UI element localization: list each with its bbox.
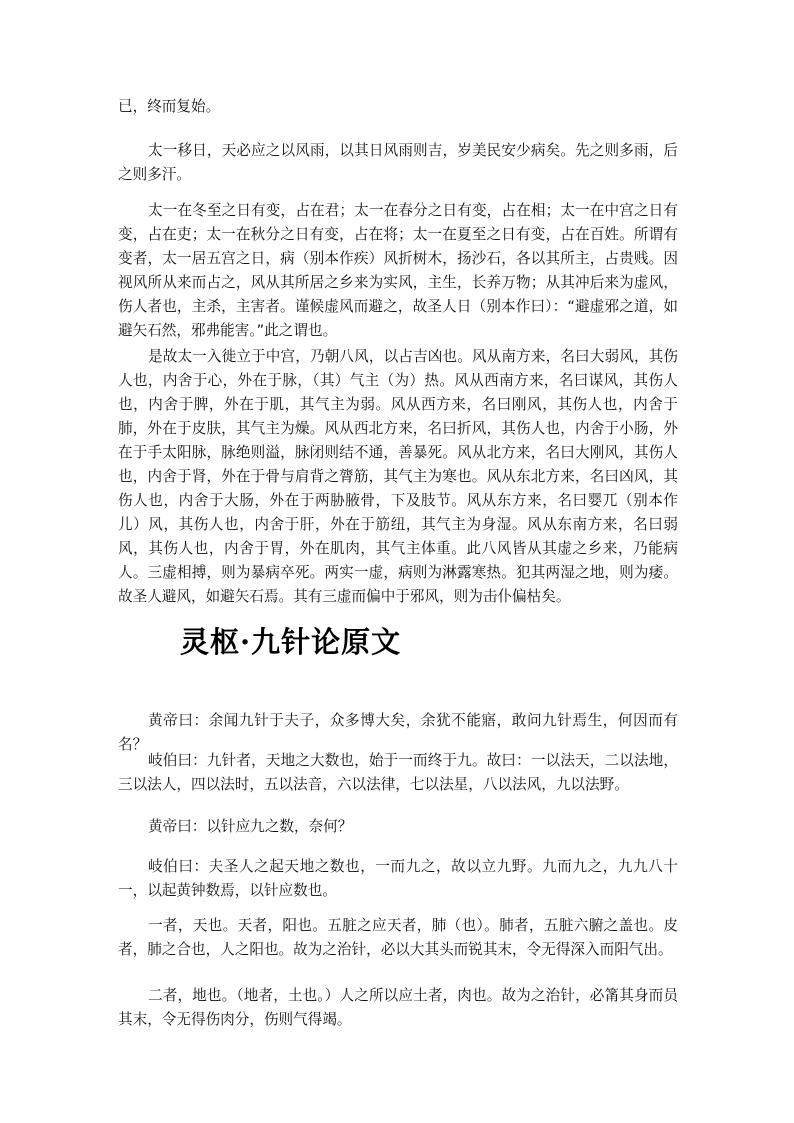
paragraph-huangdi-question: 黄帝曰：余闻九针于夫子，众多博大矣，余犹不能寤，敢问九针焉生，何因而有名？ bbox=[118, 712, 678, 753]
paragraph-taiyi-move-day: 太一移日，天必应之以风雨，以其日风雨则吉，岁美民安少病矣。先之则多雨，后之则多汗。 bbox=[118, 142, 678, 183]
section-heading: 灵枢·九针论原文 bbox=[180, 625, 402, 659]
paragraph-qibo-heaven-earth-numbers: 岐伯曰：夫圣人之起天地之数也，一而九之，故以立九野。九而九之，九九八十一，以起黄钟数焉，以针应数也。 bbox=[118, 858, 678, 899]
paragraph-taiyi-changes: 太一在冬至之日有变，占在君；太一在春分之日有变，占在相；太一在中宫之日有变，占在吏；太一在秋分之日有变，占在将；太一在夏至之日有变，占在百姓。所谓有变者，太一居五宫之日，病（别本作疾）风折树木，扬沙石，各以其所主，占贵贱。因视风所从来而占之，风从其所居之乡来为实风，主生，长养万物；从其冲后来为虚风，伤人者也，主杀，主害者。谨候虚风而避之，故圣人日（别本作曰）：“避虚邪之道，如避矢石然，邪弗能害。”此之谓也。 bbox=[118, 202, 678, 339]
paragraph-second-needle-earth: 二者，地也。（地者，土也。）人之所以应土者，肉也。故为之治针，必筩其身而员其末，令无得伤肉分，伤则气得竭。 bbox=[118, 987, 678, 1028]
paragraph-eight-winds: 是故太一入徙立于中宫，乃朝八风，以占吉凶也。风从南方来，名曰大弱风，其伤人也，内舍于心，外在于脉，（其）气主（为）热。风从西南方来，名曰谋风，其伤人也，内舍于脾，外在于肌，其气主为弱。风从西方来，名曰刚风，其伤人也，内舍于肺，外在于皮肤，其气主为燥。风从西北方来，名曰折风，其伤人也，内舍于小肠，外在于手太阳脉，脉绝则溢，脉闭则结不通，善暴死。风从北方来，名曰大刚风，其伤人也，内舍于肾，外在于骨与肩背之膂筋，其气主为寒也。风从东北方来，名曰凶风，其伤人也，内舍于大肠，外在于两胁腋骨，下及肢节。风从东方来，名曰婴兀（别本作儿）风，其伤人也，内舍于肝，外在于筋纽，其气主为身湿。风从东南方来，名曰弱风，其伤人也，内舍于胃，外在肌肉，其气主体重。此八风皆从其虚之乡来，乃能病人。三虚相搏，则为暴病卒死。两实一虚，病则为淋露寒热。犯其两湿之地，则为痿。故圣人避风，如避矢石焉。其有三虚而偏中于邪风，则为击仆偏枯矣。 bbox=[118, 348, 678, 605]
paragraph-first-needle-heaven: 一者，天也。天者，阳也。五脏之应天者，肺（也）。肺者，五脏六腑之盖也。皮者，肺之合也，人之阳也。故为之治针，必以大其头而锐其末，令无得深入而阳气出。 bbox=[118, 917, 678, 958]
paragraph-qibo-nine-needles: 岐伯曰：九针者，天地之大数也，始于一而终于九。故曰：一以法天，二以法地，三以法人，四以法时，五以法音，六以法律，七以法星，八以法风，九以法野。 bbox=[118, 752, 678, 793]
paragraph-continuation: 已，终而复始。 bbox=[118, 98, 221, 115]
paragraph-huangdi-nine-numbers: 黄帝曰：以针应九之数，奈何？ bbox=[148, 818, 353, 835]
